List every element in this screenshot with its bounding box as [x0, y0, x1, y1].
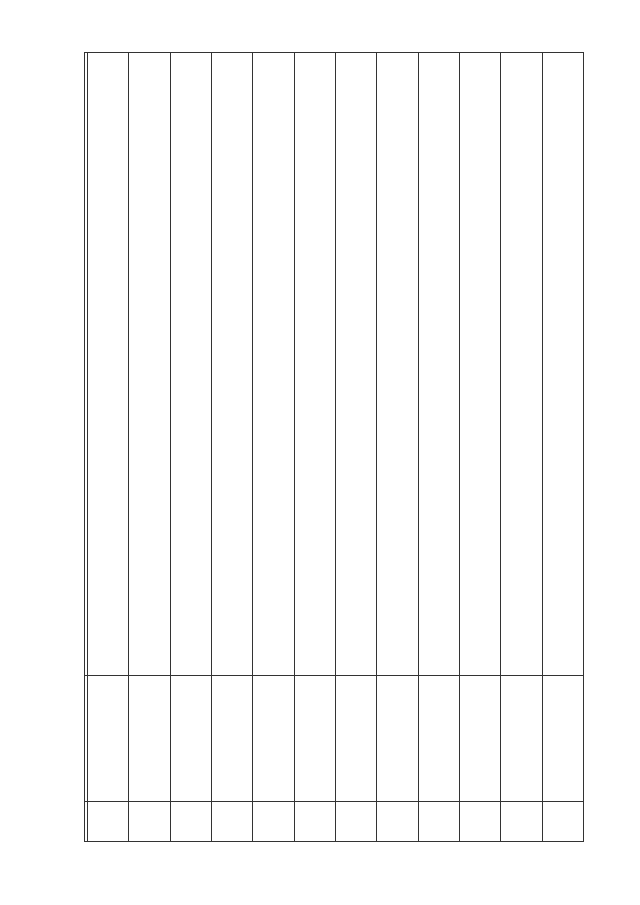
admin-code: [377, 802, 418, 842]
table-row: [253, 53, 294, 842]
table-container: [84, 52, 584, 842]
name-cell: [88, 53, 129, 676]
name-cell: [170, 53, 211, 676]
budget-code: [418, 676, 459, 802]
name-cell: [418, 53, 459, 676]
table-row: [459, 53, 500, 842]
budget-code: [253, 676, 294, 802]
table-row: [377, 53, 418, 842]
table-row: [211, 53, 252, 842]
table-row: [418, 53, 459, 842]
table-row: [170, 53, 211, 842]
admin-code: [335, 802, 376, 842]
name-cell: [542, 53, 583, 676]
admin-code: [253, 802, 294, 842]
budget-code: [170, 676, 211, 802]
revenue-admin-table: [84, 52, 584, 842]
name-cell: [459, 53, 500, 676]
table-row: [88, 53, 129, 842]
admin-code: [294, 802, 335, 842]
budget-code: [294, 676, 335, 802]
admin-code: [501, 802, 542, 842]
table-row: [129, 53, 170, 842]
name-cell: [377, 53, 418, 676]
budget-code: [88, 676, 129, 802]
table-body: [88, 53, 584, 842]
admin-code: [211, 802, 252, 842]
name-cell: [501, 53, 542, 676]
rotated-table-frame: [84, 52, 584, 842]
name-cell: [253, 53, 294, 676]
name-cell: [294, 53, 335, 676]
table-row: [501, 53, 542, 842]
name-cell: [129, 53, 170, 676]
table-row: [542, 53, 583, 842]
name-cell: [335, 53, 376, 676]
admin-code: [129, 802, 170, 842]
admin-code: [418, 802, 459, 842]
budget-code: [211, 676, 252, 802]
budget-code: [542, 676, 583, 802]
budget-code: [335, 676, 376, 802]
budget-code: [129, 676, 170, 802]
name-cell: [211, 53, 252, 676]
admin-code: [459, 802, 500, 842]
budget-code: [501, 676, 542, 802]
budget-code: [377, 676, 418, 802]
table-row: [294, 53, 335, 842]
budget-code: [459, 676, 500, 802]
admin-code: [542, 802, 583, 842]
table-row: [335, 53, 376, 842]
admin-code: [170, 802, 211, 842]
admin-code: [88, 802, 129, 842]
